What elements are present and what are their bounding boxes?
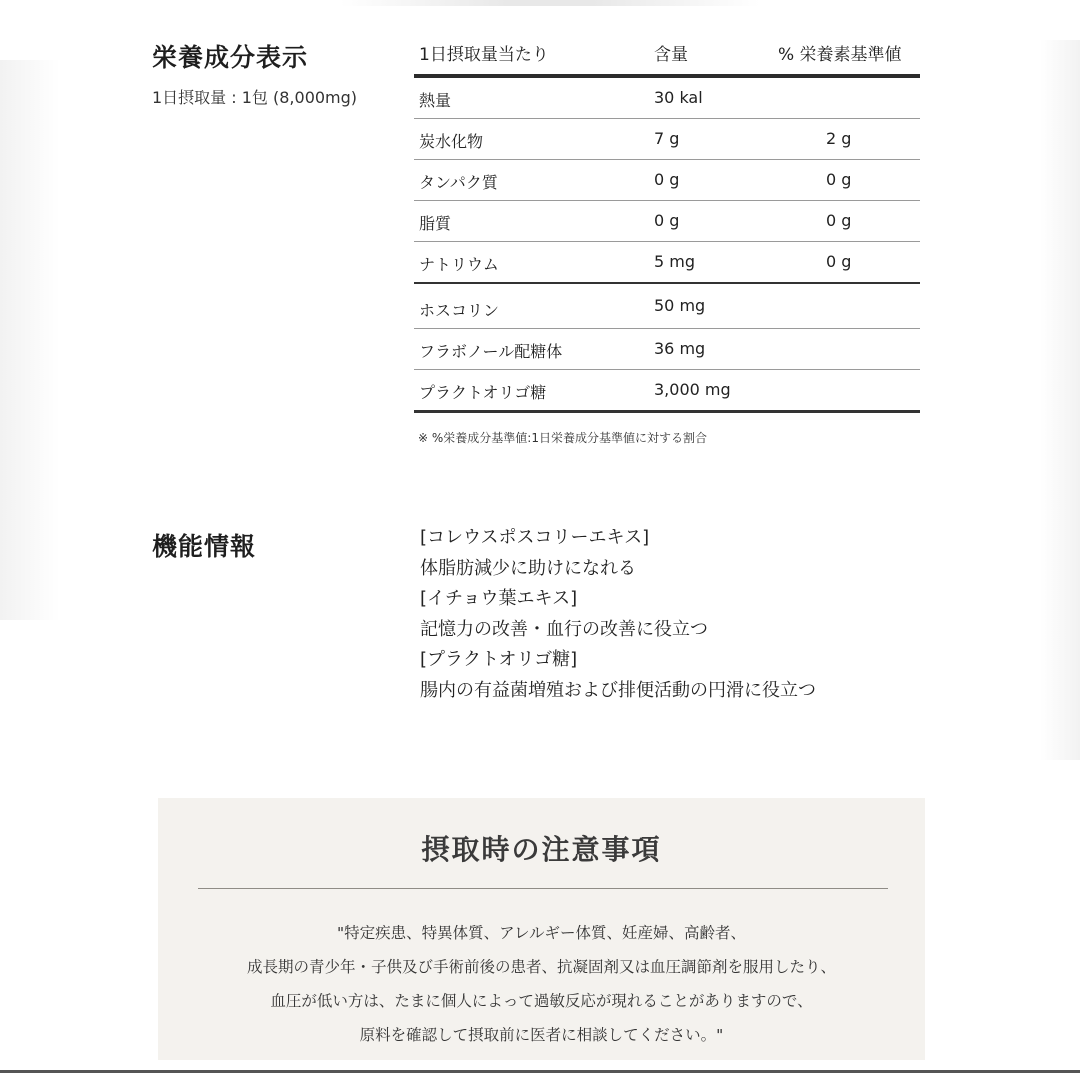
table-row xyxy=(414,160,920,201)
header-percent: % 栄養素基準値 xyxy=(778,45,902,65)
nutrition-table xyxy=(414,32,920,413)
row-item: 熱量 xyxy=(419,91,452,110)
caution-box xyxy=(158,798,925,1060)
header-amount: 含量 xyxy=(654,45,688,65)
nutrition-title: 栄養成分表示 xyxy=(152,43,309,72)
row-item: タンパク質 xyxy=(419,173,498,192)
row-item: 脂質 xyxy=(419,214,452,233)
function-line: 腸内の有益菌増殖および排便活動の円滑に役立つ xyxy=(420,679,816,701)
caution-line: 原料を確認して摂取前に医者に相談してください。" xyxy=(359,1026,724,1044)
table-row xyxy=(414,370,920,413)
table-row xyxy=(414,119,920,160)
table-header xyxy=(414,32,920,78)
row-item: フラボノール配糖体 xyxy=(419,342,563,361)
table-row xyxy=(414,78,920,119)
row-item: 炭水化物 xyxy=(419,132,484,151)
row-amount: 50 mg xyxy=(654,296,706,315)
header-item: 1日摂取量当たり xyxy=(419,45,549,65)
table-row xyxy=(414,329,920,370)
row-item: ホスコリン xyxy=(419,301,500,320)
caution-line: 成長期の青少年・子供及び手術前後の患者、抗凝固剤又は血圧調節剤を服用したり、 xyxy=(246,958,836,976)
function-line: [コレウスポスコリーエキス] xyxy=(420,527,650,548)
top-edge-shadow xyxy=(340,0,760,6)
row-percent: 0 g xyxy=(826,211,852,230)
left-edge-shadow xyxy=(0,60,60,620)
row-item: ナトリウム xyxy=(419,255,499,274)
row-amount: 5 mg xyxy=(654,252,696,271)
row-amount: 7 g xyxy=(654,129,680,148)
row-amount: 0 g xyxy=(654,211,680,230)
function-line: [プラクトオリゴ糖] xyxy=(420,649,578,670)
row-percent: 2 g xyxy=(826,129,852,148)
serving-size: 1日摂取量 : 1包 (8,000mg) xyxy=(152,88,358,107)
row-percent: 0 g xyxy=(826,252,852,271)
caution-line: "特定疾患、特異体質、アレルギー体質、妊産婦、高齢者、 xyxy=(336,924,747,942)
right-edge-shadow xyxy=(1040,40,1080,760)
row-amount: 36 mg xyxy=(654,339,706,358)
row-amount: 30 kal xyxy=(654,88,703,107)
row-amount: 0 g xyxy=(654,170,680,189)
function-line: 記憶力の改善・血行の改善に役立つ xyxy=(420,618,708,640)
caution-title: 摂取時の注意事項 xyxy=(421,833,662,866)
caution-divider xyxy=(198,888,888,889)
function-title: 機能情報 xyxy=(152,532,257,561)
row-percent: 0 g xyxy=(826,170,852,189)
table-row xyxy=(414,284,920,329)
function-line: 体脂肪減少に助けになれる xyxy=(420,557,636,579)
table-footnote: ※ %栄養成分基準値:1日栄養成分基準値に対する割合 xyxy=(418,431,707,445)
caution-text xyxy=(158,916,925,1052)
function-line: [イチョウ葉エキス] xyxy=(420,588,578,609)
table-row xyxy=(414,242,920,284)
caution-line: 血圧が低い方は、たまに個人によって過敏反応が現れることがありますので、 xyxy=(270,992,813,1010)
function-list xyxy=(420,523,816,706)
row-item: プラクトオリゴ糖 xyxy=(419,383,547,402)
row-amount: 3,000 mg xyxy=(654,380,731,399)
table-row xyxy=(414,201,920,242)
